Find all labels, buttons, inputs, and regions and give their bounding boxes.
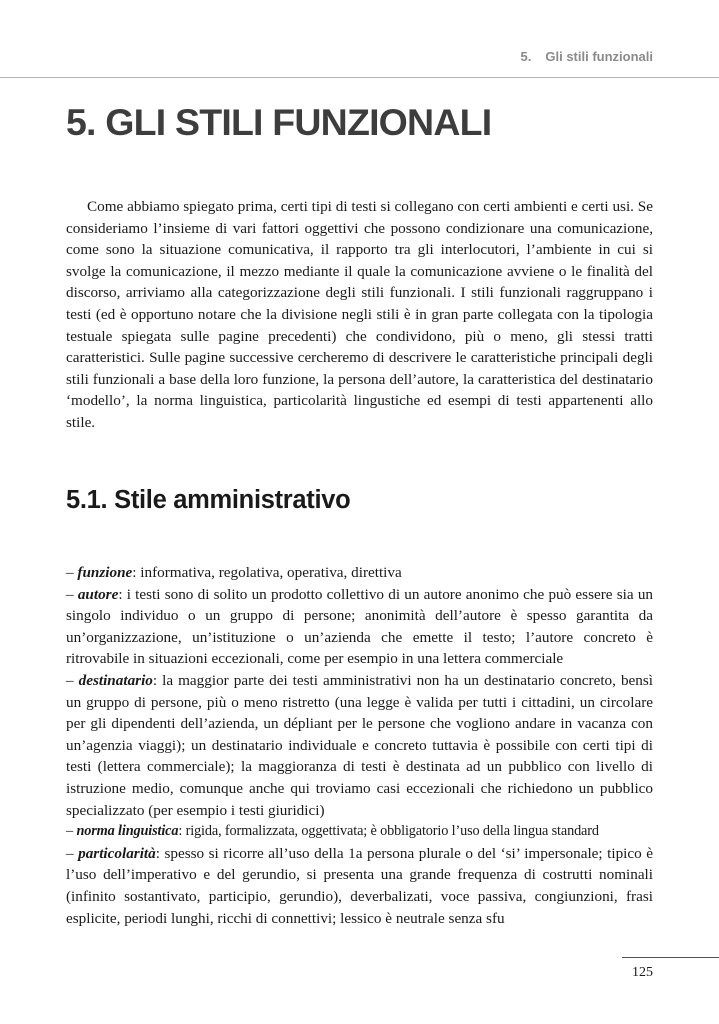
feature-text: : informativa, regolativa, operativa, direttiva — [132, 564, 402, 581]
feature-text: : la maggior parte dei testi amministrativi non ha un destinatario concreto, bensì un gruppo di persone, più o meno ristretto (una legge è valida per tutti i cittadini, un circolare per gli dipendenti dell’azienda, un dépliant per le persone che vogliono andare in vacanza con un’agenzia viaggi); un destinatario individuale e concreto tuttavia è possibile con certi tipi di testi (lettera commerciale); la maggioranza di testi è destinata ad un pubblico con livello di istruzione medio, comunque anche qui troviamo casi eccezionali che richiedono un pubblico specializzato (per esempio i testi giuridici) — [66, 671, 654, 819]
feature-item-funzione — [66, 562, 653, 584]
feature-key: norma linguistica — [76, 823, 179, 840]
running-head-title: Gli stili funzionali — [545, 49, 653, 64]
footer-rule — [622, 957, 719, 958]
feature-item-autore — [66, 584, 653, 670]
feature-dash: – — [66, 844, 74, 862]
intro-paragraph: Come abbiamo spiegato prima, certi tipi di testi si collegano con certi ambienti e certi usi. Se consideriamo l’insieme di vari fattori oggettivi che possono condizionare una comunicazione, come sono la situazione comunicativa, il rapporto tra gli interlocutori, l’ambiente in cui si svolge la comunicazione, il mezzo mediante il quale la comunicazione avviene o le finalità del discorso, arriviamo alla categorizzazione degli stili funzionali. I stili funzionali raggruppano i testi (ed è opportuno notare che la divisione negli stili è in gran parte collegata con la tipologia testuale spiegata sulle pagine precedenti) che condividono, più o meno, gli stessi tratti caratteristici. Sulle pagine successive cercheremo di descrivere le caratteristiche principali degli stili funzionali a base della loro funzione, la persona dell’autore, la caratteristica del destinatario ‘modello’, la norma linguistica, particolarità lingustiche ed esempi di testi appartenenti allo stile. — [66, 198, 653, 431]
feature-text: : i testi sono di solito un prodotto collettivo di un autore anonimo che può essere sia un singolo individuo o un gruppo di persone; anonimità dell’autore è spesso garantita da un’organizzazione, un’istituzione o un’azienda che emette il testo; l’autore concreto è ritrovabile in situazioni eccezionali, come per esempio in una lettera commerciale — [66, 585, 654, 668]
feature-key: autore — [77, 585, 119, 603]
feature-key: funzione — [77, 564, 133, 581]
feature-item-destinatario — [66, 670, 653, 821]
running-head — [521, 49, 653, 64]
feature-list — [66, 562, 653, 929]
feature-dash: – — [66, 823, 73, 840]
feature-key: destinatario — [78, 671, 153, 689]
header-rule — [0, 77, 719, 78]
chapter-title: 5. GLI STILI FUNZIONALI — [66, 101, 492, 143]
feature-item-norma-linguistica — [66, 821, 653, 843]
feature-dash: – — [66, 671, 74, 689]
feature-text: : rigida, formalizzata, oggettivata; è obbligatorio l’uso della lingua standard — [178, 823, 599, 840]
feature-key: particolarità — [78, 844, 156, 862]
feature-dash: – — [66, 585, 74, 603]
running-head-number: 5. — [520, 49, 532, 64]
feature-item-particolarita — [66, 843, 653, 929]
feature-text: : spesso si ricorre all’uso della 1a persona plurale o del ‘si’ impersonale; tipico è l’uso dell’imperativo e del gerundio, si presenta una grande frequenza di costrutti nominali (infinito sostantivato, participio, gerundio), deverbalizati, voce passiva, congiunzioni, frasi esplicite, periodi lunghi, ricchi di connettivi; lessico è neutrale senza sfu — [66, 844, 653, 927]
section-title: 5.1. Stile amministrativo — [66, 486, 351, 514]
page-number: 125 — [632, 965, 653, 980]
feature-dash: – — [66, 564, 74, 581]
